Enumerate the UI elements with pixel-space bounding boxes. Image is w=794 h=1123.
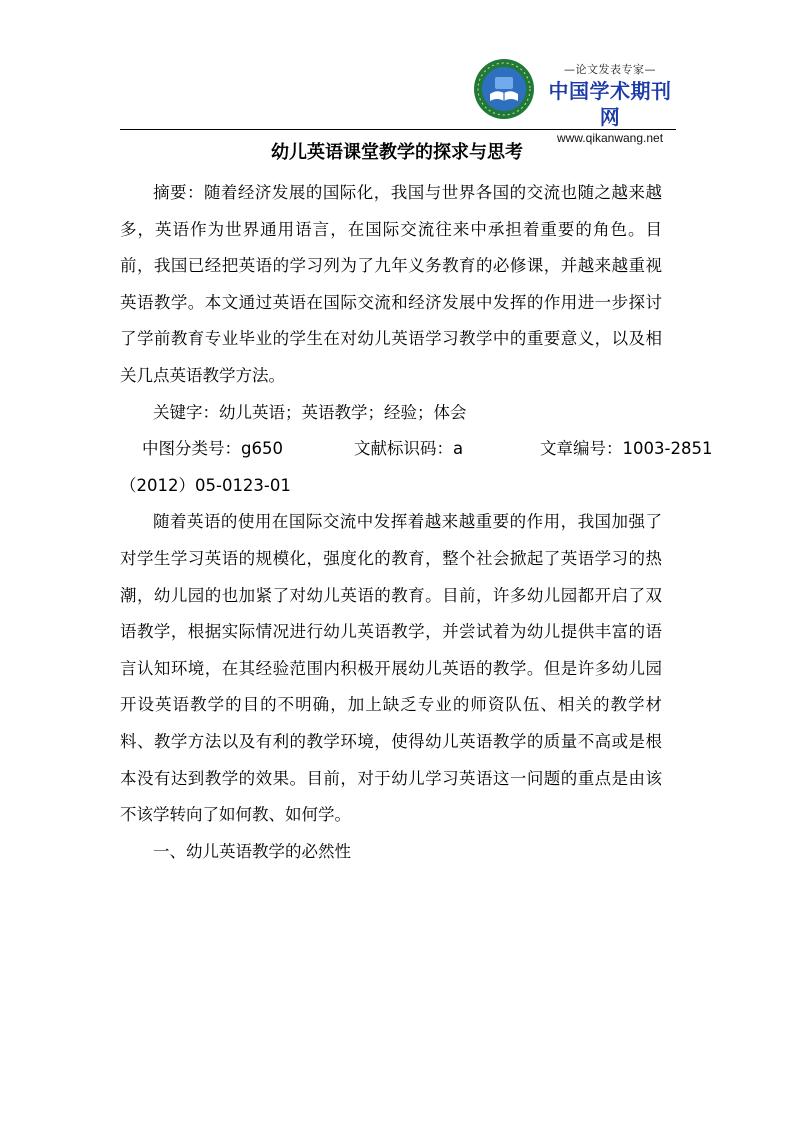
article-number: 文章编号：1003-2851 <box>540 439 713 459</box>
abstract-paragraph: 摘要：随着经济发展的国际化，我国与世界各国的交流也随之越来越多，英语作为世界通用语言，在国际交流往来中承担着重要的角色。目前，我国已经把英语的学习列为了九年义务教育的必修课，并越来越重视英语教学。本文通过英语在国际交流和经济发展中发挥的作用进一步探讨了学前教育专业毕业的学生在对幼儿英语学习教学中的重要意义，以及相关几点英语教学方法。 <box>120 183 662 385</box>
site-url[interactable]: www.qikanwang.net <box>556 131 664 145</box>
brand-tagline: —论文发表专家— <box>564 63 656 76</box>
brand-name: 中国学术期刊网 <box>548 79 672 129</box>
article-number-continued: （2012）05-0123-01 <box>120 475 291 495</box>
classification-row <box>120 431 762 468</box>
open-book-globe-icon <box>473 58 535 120</box>
header-divider <box>120 129 676 130</box>
document-code: 文献标识码：a <box>354 439 464 459</box>
page-header <box>120 50 676 145</box>
section-heading: 一、幼儿英语教学的必然性 <box>153 841 351 861</box>
keywords-line: 关键字：幼儿英语；英语教学；经验；体会 <box>153 402 467 422</box>
brand-block <box>540 62 680 146</box>
body-paragraph: 随着英语的使用在国际交流中发挥着越来越重要的作用，我国加强了对学生学习英语的规模化，强度化的教育，整个社会掀起了英语学习的热潮，幼儿园的也加紧了对幼儿英语的教育。目前，许多幼儿园都开启了双语教学，根据实际情况进行幼儿英语教学，并尝试着为幼儿提供丰富的语言认知环境，在其经验范围内积极开展幼儿英语的教学。但是许多幼儿园开设英语教学的目的不明确，加上缺乏专业的师资队伍、相关的教学材料、教学方法以及有利的教学环境，使得幼儿英语教学的质量不高或是根本没有达到教学的效果。目前，对于幼儿学习英语这一问题的重点是由该不该学转向了如何教、如何学。 <box>120 512 662 825</box>
article-body <box>120 175 713 870</box>
article-title: 幼儿英语课堂教学的探求与思考 <box>271 142 523 163</box>
clc-number: 中图分类号：g650 <box>142 439 283 459</box>
